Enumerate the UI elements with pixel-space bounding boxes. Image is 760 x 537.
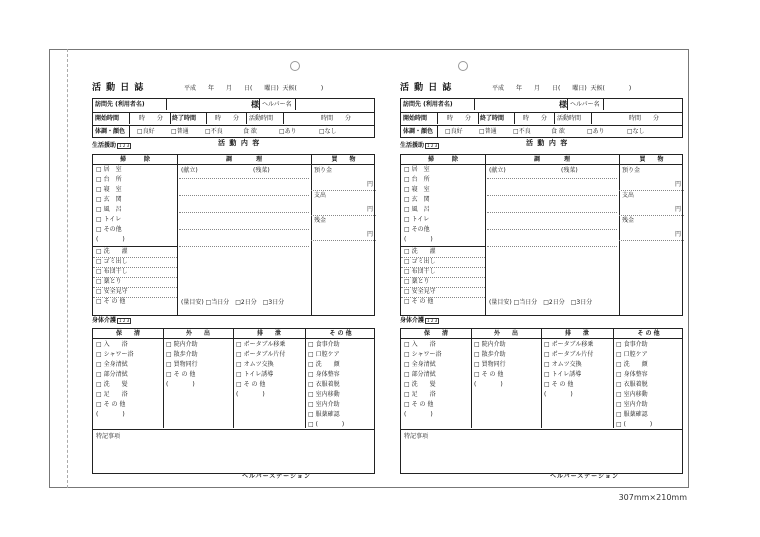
cleaning-item[interactable]: □ その他 [404, 226, 430, 233]
excretion-item[interactable]: □ ポータブル移乗 [544, 341, 594, 348]
hygiene-item[interactable]: □ 部分清拭 [404, 371, 436, 378]
hygiene-item: ( ) [96, 411, 125, 418]
excretion-item[interactable]: □ そ の 他 [236, 381, 266, 388]
appetite-no[interactable]: □なし [319, 128, 337, 135]
form-header [400, 84, 683, 96]
laundry-item[interactable]: □ 洗 濯 [404, 248, 436, 255]
excretion-item[interactable]: □ そ の 他 [544, 381, 574, 388]
other-care-item[interactable]: □ ( ) [308, 421, 345, 428]
hygiene-item[interactable]: □ シャワー浴 [404, 351, 442, 358]
level-badge: 1 2 3 [427, 143, 438, 148]
cleaning-item[interactable]: □ 寝 室 [404, 186, 430, 193]
other-care-item[interactable]: □ 室内介助 [616, 401, 648, 408]
cleaning-item[interactable]: □ 寝 室 [96, 186, 122, 193]
col-other: そ の 他 [637, 330, 660, 337]
cleaning-item[interactable]: □ 台 所 [96, 176, 122, 183]
hygiene-item[interactable]: □ 部分清拭 [96, 371, 128, 378]
laundry-item[interactable]: □ ゴミ出し [404, 258, 436, 265]
helper-station-label: ヘルパーステーション [242, 473, 311, 480]
excretion-item: ( ) [544, 391, 573, 398]
activity-time-unit: 時間 分 [629, 115, 660, 122]
excretion-item[interactable]: □ トイレ誘導 [236, 371, 274, 378]
outing-item[interactable]: □ 院内介助 [166, 341, 198, 348]
hygiene-item[interactable]: □ そ の 他 [404, 401, 434, 408]
other-care-item[interactable]: □ 食事介助 [616, 341, 648, 348]
visit-label: 訪問先 (利用者名) [95, 101, 145, 108]
life-support-table [92, 154, 375, 316]
deposit-label: 預り金 [314, 167, 333, 174]
outing-item[interactable]: □ 買物同行 [166, 361, 198, 368]
outing-item[interactable]: □ 散歩介助 [474, 351, 506, 358]
laundry-item[interactable]: □ そ の 他 [404, 298, 434, 305]
laundry-item[interactable]: □ 布団干し [404, 268, 436, 275]
laundry-item[interactable]: □ 布団干し [96, 268, 128, 275]
col-hygiene: 保 清 [423, 330, 448, 337]
level-badge: 1 2 3 [119, 143, 130, 148]
hygiene-item[interactable]: □ 全身清拭 [404, 361, 436, 368]
health-bad[interactable]: □不良 [513, 128, 531, 135]
col-cleaning: 掃 除 [119, 156, 150, 163]
excretion-item: ( ) [236, 391, 265, 398]
excretion-item[interactable]: □ ポータブル片付 [544, 351, 594, 358]
cleaning-item[interactable]: □ 玄 関 [404, 196, 430, 203]
outing-item[interactable]: □ 院内介助 [474, 341, 506, 348]
health-label: 体調・顔色 [95, 128, 126, 135]
punch-hole-right [458, 61, 468, 71]
hygiene-item[interactable]: □ 洗 髪 [404, 381, 436, 388]
balance-label: 残金 [622, 217, 635, 224]
balance-label: 残金 [314, 217, 327, 224]
start-label: 開始時間 [95, 115, 120, 122]
cleaning-item[interactable]: □ 玄 関 [96, 196, 122, 203]
outing-item[interactable]: □ そ の 他 [166, 371, 196, 378]
start-time-unit: 時 分 [139, 115, 164, 122]
activity-time-label: 活動時間 [249, 115, 274, 122]
other-care-item[interactable]: □ ( ) [616, 421, 653, 428]
col-other: そ の 他 [329, 330, 352, 337]
date-weather-line: 平成 年 月 日( 曜日) 天候( ) [492, 85, 632, 92]
cleaning-item[interactable]: □ 風 呂 [96, 206, 122, 213]
other-care-item[interactable]: □ 食事介助 [308, 341, 340, 348]
activity-content-heading: 活 動 内 容 [218, 139, 261, 147]
col-cooking: 調 理 [225, 156, 262, 163]
cleaning-item[interactable]: □ その他 [96, 226, 122, 233]
level-badge: 1 2 3 [119, 318, 130, 323]
life-support-heading: 生活援助 1 2 3 [400, 142, 438, 149]
hygiene-item[interactable]: □ そ の 他 [96, 401, 126, 408]
laundry-item[interactable]: □ そ の 他 [96, 298, 126, 305]
col-excretion: 排 泄 [256, 330, 281, 337]
other-care-item[interactable]: □ 洗 顔 [616, 361, 648, 368]
outing-item[interactable]: □ 散歩介助 [166, 351, 198, 358]
balance-yen: 円 [367, 231, 374, 238]
other-care-item[interactable]: □ 服薬確認 [308, 411, 340, 418]
laundry-item[interactable]: □ 洗 濯 [96, 248, 128, 255]
amount-label: (量目安) □当日分 □2日分 □3日分 [181, 299, 285, 306]
health-normal[interactable]: □普通 [171, 128, 189, 135]
form-title: 活 動 日 誌 [92, 83, 145, 93]
other-care-item[interactable]: □ 室内移動 [616, 391, 648, 398]
end-label: 終了時間 [480, 115, 505, 122]
hygiene-item[interactable]: □ 洗 髪 [96, 381, 128, 388]
hygiene-item[interactable]: □ 足 浴 [404, 391, 436, 398]
start-time-unit: 時 分 [447, 115, 472, 122]
body-care-table [92, 328, 375, 474]
appetite-yes[interactable]: □あり [279, 128, 297, 135]
deposit-yen: 円 [367, 181, 374, 188]
activity-log-form-right [400, 83, 683, 480]
side-label: (残菜) [253, 167, 270, 174]
hygiene-item: ( ) [404, 411, 433, 418]
other-care-item[interactable]: □ 衣服着脱 [308, 381, 340, 388]
helper-label: ヘルパー名 [262, 101, 292, 108]
excretion-item[interactable]: □ オムツ交換 [544, 361, 582, 368]
excretion-item[interactable]: □ ポータブル移乗 [236, 341, 286, 348]
other-care-item[interactable]: □ 室内移動 [308, 391, 340, 398]
start-label: 開始時間 [403, 115, 428, 122]
perforation-line [67, 49, 68, 488]
other-care-item[interactable]: □ 衣服着脱 [616, 381, 648, 388]
cleaning-item: ( ) [96, 236, 125, 243]
excretion-item[interactable]: □ トイレ誘導 [544, 371, 582, 378]
col-excretion: 排 泄 [564, 330, 589, 337]
special-notes-label: 特記事項 [96, 433, 121, 440]
info-box [92, 98, 375, 138]
menu-label: (献立) [489, 167, 506, 174]
col-cleaning: 掃 除 [427, 156, 458, 163]
expense-yen: 円 [367, 206, 374, 213]
helper-label: ヘルパー名 [570, 101, 600, 108]
outing-item: ( ) [474, 381, 503, 388]
other-care-item[interactable]: □ 身体整容 [616, 371, 648, 378]
sama-label: 様 [251, 100, 259, 109]
cleaning-item[interactable]: □ トイレ [96, 216, 122, 223]
sama-label: 様 [559, 100, 567, 109]
col-outing: 外 出 [185, 330, 210, 337]
laundry-item[interactable]: □ 薬とり [96, 278, 122, 285]
health-bad[interactable]: □不良 [205, 128, 223, 135]
end-time-unit: 時 分 [523, 115, 548, 122]
appetite-label: 食 欲 [551, 128, 565, 135]
size-label: 307mm×210mm [618, 493, 687, 502]
hygiene-item[interactable]: □ 入 浴 [404, 341, 436, 348]
expense-label: 支出 [622, 192, 635, 199]
outing-item[interactable]: □ 買物同行 [474, 361, 506, 368]
appetite-label: 食 欲 [243, 128, 257, 135]
body-care-table [400, 328, 683, 474]
hygiene-item[interactable]: □ シャワー浴 [96, 351, 134, 358]
activity-time-label: 活動時間 [557, 115, 582, 122]
col-outing: 外 出 [493, 330, 518, 337]
health-good[interactable]: □良好 [137, 128, 155, 135]
body-care-heading: 身体介護 1 2 3 [400, 317, 438, 324]
appetite-yes[interactable]: □あり [587, 128, 605, 135]
hygiene-item[interactable]: □ 足 浴 [96, 391, 128, 398]
end-time-unit: 時 分 [215, 115, 240, 122]
laundry-item[interactable]: □ ゴミ出し [96, 258, 128, 265]
date-weather-line: 平成 年 月 日( 曜日) 天候( ) [184, 85, 324, 92]
life-support-heading: 生活援助 1 2 3 [92, 142, 130, 149]
cleaning-item[interactable]: □ 居 室 [404, 166, 430, 173]
laundry-item[interactable]: □ 安全見守 [96, 288, 128, 295]
level-badge: 1 2 3 [427, 318, 438, 323]
cleaning-item: ( ) [404, 236, 433, 243]
outing-item: ( ) [166, 381, 195, 388]
health-label: 体調・顔色 [403, 128, 434, 135]
col-hygiene: 保 清 [115, 330, 140, 337]
col-shopping: 買 物 [331, 156, 356, 163]
cleaning-item[interactable]: □ 風 呂 [404, 206, 430, 213]
visit-label: 訪問先 (利用者名) [403, 101, 453, 108]
body-care-heading: 身体介護 1 2 3 [92, 317, 130, 324]
col-shopping: 買 物 [639, 156, 664, 163]
side-label: (残菜) [561, 167, 578, 174]
form-title: 活 動 日 誌 [400, 83, 453, 93]
cleaning-item[interactable]: □ 居 室 [96, 166, 122, 173]
special-notes-label: 特記事項 [404, 433, 429, 440]
expense-yen: 円 [675, 206, 682, 213]
punch-hole-left [290, 61, 300, 71]
outing-item[interactable]: □ そ の 他 [474, 371, 504, 378]
excretion-item[interactable]: □ オムツ交換 [236, 361, 274, 368]
amount-label: (量目安) □当日分 □2日分 □3日分 [489, 299, 593, 306]
other-care-item[interactable]: □ 口腔ケア [616, 351, 648, 358]
appetite-no[interactable]: □なし [627, 128, 645, 135]
health-normal[interactable]: □普通 [479, 128, 497, 135]
hygiene-item[interactable]: □ 入 浴 [96, 341, 128, 348]
other-care-item[interactable]: □ 口腔ケア [308, 351, 340, 358]
health-good[interactable]: □良好 [445, 128, 463, 135]
col-cooking: 調 理 [533, 156, 570, 163]
deposit-label: 預り金 [622, 167, 641, 174]
activity-time-unit: 時間 分 [321, 115, 352, 122]
hygiene-item[interactable]: □ 全身清拭 [96, 361, 128, 368]
form-header [92, 84, 375, 96]
balance-yen: 円 [675, 231, 682, 238]
other-care-item[interactable]: □ 身体整容 [308, 371, 340, 378]
life-support-table [400, 154, 683, 316]
laundry-item[interactable]: □ 安全見守 [404, 288, 436, 295]
cleaning-item[interactable]: □ トイレ [404, 216, 430, 223]
excretion-item[interactable]: □ ポータブル片付 [236, 351, 286, 358]
expense-label: 支出 [314, 192, 327, 199]
activity-log-form-left [92, 83, 375, 480]
activity-content-heading: 活 動 内 容 [526, 139, 569, 147]
other-care-item[interactable]: □ 服薬確認 [616, 411, 648, 418]
laundry-item[interactable]: □ 薬とり [404, 278, 430, 285]
info-box [400, 98, 683, 138]
end-label: 終了時間 [172, 115, 197, 122]
menu-label: (献立) [181, 167, 198, 174]
other-care-item[interactable]: □ 洗 顔 [308, 361, 340, 368]
helper-station-label: ヘルパーステーション [550, 473, 619, 480]
other-care-item[interactable]: □ 室内介助 [308, 401, 340, 408]
deposit-yen: 円 [675, 181, 682, 188]
cleaning-item[interactable]: □ 台 所 [404, 176, 430, 183]
